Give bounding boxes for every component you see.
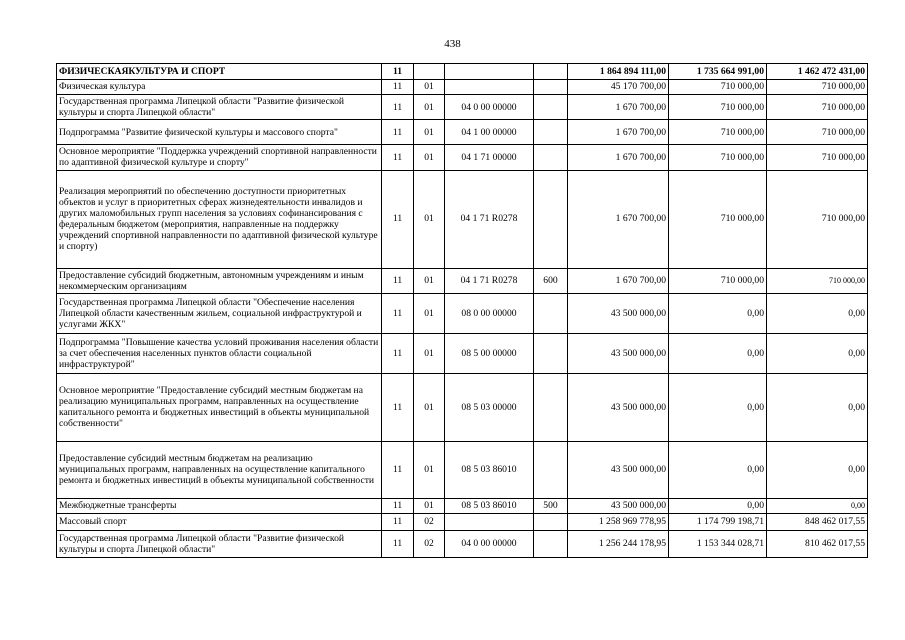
table-row [57,498,868,513]
expense-type-cell [534,293,568,333]
target-article-cell: 04 1 71 R0278 [445,268,534,293]
section-code-cell: 11 [382,498,414,513]
amount-year1-cell: 1 864 894 111,00 [568,64,669,80]
table-row [57,80,868,95]
amount-year3-cell: 0,00 [767,333,868,373]
amount-year2-cell: 0,00 [669,293,767,333]
table-row [57,333,868,373]
subsection-code-cell: 01 [414,293,445,333]
subsection-code-cell: 02 [414,513,445,530]
section-code-cell: 11 [382,513,414,530]
expense-type-cell [534,120,568,145]
section-code-cell: 11 [382,80,414,95]
section-code-cell: 11 [382,333,414,373]
amount-year1-cell: 1 670 700,00 [568,145,669,170]
table-row [57,530,868,557]
target-article-cell: 04 1 00 00000 [445,120,534,145]
subsection-code-cell [414,64,445,80]
target-article-cell: 04 1 71 00000 [445,145,534,170]
subsection-code-cell: 01 [414,268,445,293]
amount-year3-cell: 0,00 [767,498,868,513]
budget-table [56,63,868,558]
amount-year2-cell: 0,00 [669,498,767,513]
table-row [57,513,868,530]
amount-year1-cell: 43 500 000,00 [568,441,669,498]
amount-year3-cell: 710 000,00 [767,170,868,268]
subsection-code-cell: 01 [414,498,445,513]
row-name-cell: Реализация мероприятий по обеспечению доступности приоритетных объектов и услуг в приоритетных сферах жизнедеятельности инвалидов и других маломобильных групп населения за условиях софинансирования с федеральным бюджетом (мероприятия, направленные на поддержку учреждений спортивной направленности по адаптивной физической культуре и спорту) [57,170,382,268]
section-code-cell: 11 [382,293,414,333]
table-row [57,441,868,498]
amount-year3-cell: 0,00 [767,293,868,333]
subsection-code-cell: 01 [414,95,445,120]
subsection-code-cell: 01 [414,145,445,170]
section-code-cell: 11 [382,145,414,170]
subsection-code-cell: 01 [414,80,445,95]
amount-year1-cell: 43 500 000,00 [568,293,669,333]
amount-year3-cell: 848 462 017,55 [767,513,868,530]
amount-year3-cell: 1 462 472 431,00 [767,64,868,80]
table-row [57,64,868,80]
section-code-cell: 11 [382,530,414,557]
expense-type-cell [534,80,568,95]
table-row [57,268,868,293]
table-row [57,95,868,120]
subsection-code-cell: 01 [414,333,445,373]
section-code-cell: 11 [382,120,414,145]
row-name-cell: Предоставление субсидий местным бюджетам на реализацию муниципальных программ, направленных на осуществление капитального ремонта и бюджетных инвестиций в объекты муниципальной собственности [57,441,382,498]
row-name-cell: Подпрограмма "Повышение качества условий проживания населения области за счет обеспечения населенных пунктов области социальной инфраструктурой" [57,333,382,373]
amount-year3-cell: 710 000,00 [767,80,868,95]
expense-type-cell [534,170,568,268]
table-row [57,170,868,268]
amount-year2-cell: 1 735 664 991,00 [669,64,767,80]
amount-year1-cell: 1 670 700,00 [568,120,669,145]
section-code-cell: 11 [382,95,414,120]
amount-year2-cell: 710 000,00 [669,170,767,268]
amount-year3-cell: 0,00 [767,441,868,498]
row-name-cell: Межбюджетные трансферты [57,498,382,513]
amount-year2-cell: 710 000,00 [669,95,767,120]
amount-year1-cell: 1 258 969 778,95 [568,513,669,530]
target-article-cell [445,80,534,95]
expense-type-cell [534,513,568,530]
amount-year3-cell: 710 000,00 [767,95,868,120]
amount-year1-cell: 43 500 000,00 [568,373,669,441]
amount-year2-cell: 710 000,00 [669,120,767,145]
target-article-cell [445,64,534,80]
target-article-cell: 08 5 03 00000 [445,373,534,441]
amount-year3-cell: 810 462 017,55 [767,530,868,557]
amount-year3-cell: 710 000,00 [767,268,868,293]
row-name-cell: Государственная программа Липецкой области "Развитие физической культуры и спорта Липецкой области" [57,95,382,120]
target-article-cell: 04 1 71 R0278 [445,170,534,268]
expense-type-cell: 600 [534,268,568,293]
expense-type-cell [534,145,568,170]
subsection-code-cell: 01 [414,441,445,498]
expense-type-cell [534,64,568,80]
expense-type-cell [534,95,568,120]
target-article-cell: 04 0 00 00000 [445,95,534,120]
row-name-cell: Государственная программа Липецкой области "Развитие физической культуры и спорта Липецкой области" [57,530,382,557]
amount-year3-cell: 0,00 [767,373,868,441]
section-code-cell: 11 [382,373,414,441]
amount-year2-cell: 1 174 799 198,71 [669,513,767,530]
row-name-cell: Основное мероприятие "Предоставление субсидий местным бюджетам на реализацию муниципальных программ, направленных на осуществление капитального ремонта и бюджетных инвестиций в объекты муниципальной собственности" [57,373,382,441]
amount-year1-cell: 1 670 700,00 [568,268,669,293]
table-row [57,293,868,333]
target-article-cell: 08 5 03 86010 [445,441,534,498]
row-name-cell: Основное мероприятие "Поддержка учреждений спортивной направленности по адаптивной физической культуре и спорту" [57,145,382,170]
subsection-code-cell: 02 [414,530,445,557]
row-name-cell: Предоставление субсидий бюджетным, автономным учреждениям и иным некоммерческим организациям [57,268,382,293]
target-article-cell [445,513,534,530]
page-number: 438 [444,38,461,50]
target-article-cell: 08 0 00 00000 [445,293,534,333]
row-name-cell: ФИЗИЧЕСКАЯКУЛЬТУРА И СПОРТ [57,64,382,80]
amount-year2-cell: 0,00 [669,333,767,373]
section-code-cell: 11 [382,441,414,498]
amount-year3-cell: 710 000,00 [767,120,868,145]
amount-year1-cell: 45 170 700,00 [568,80,669,95]
budget-table-body [57,64,868,558]
row-name-cell: Подпрограмма "Развитие физической культуры и массового спорта" [57,120,382,145]
section-code-cell: 11 [382,268,414,293]
target-article-cell: 08 5 03 86010 [445,498,534,513]
amount-year2-cell: 710 000,00 [669,145,767,170]
target-article-cell: 04 0 00 00000 [445,530,534,557]
section-code-cell: 11 [382,64,414,80]
table-row [57,373,868,441]
row-name-cell: Массовый спорт [57,513,382,530]
subsection-code-cell: 01 [414,170,445,268]
amount-year1-cell: 1 670 700,00 [568,170,669,268]
amount-year1-cell: 43 500 000,00 [568,333,669,373]
expense-type-cell [534,333,568,373]
row-name-cell: Физическая культура [57,80,382,95]
expense-type-cell [534,530,568,557]
amount-year2-cell: 710 000,00 [669,80,767,95]
amount-year1-cell: 1 256 244 178,95 [568,530,669,557]
amount-year2-cell: 0,00 [669,441,767,498]
amount-year3-cell: 710 000,00 [767,145,868,170]
amount-year2-cell: 0,00 [669,373,767,441]
amount-year1-cell: 1 670 700,00 [568,95,669,120]
table-row [57,120,868,145]
amount-year1-cell: 43 500 000,00 [568,498,669,513]
row-name-cell: Государственная программа Липецкой области "Обеспечение населения Липецкой области качественным жильем, социальной инфраструктурой и услугами ЖКХ" [57,293,382,333]
expense-type-cell: 500 [534,498,568,513]
section-code-cell: 11 [382,170,414,268]
amount-year2-cell: 1 153 344 028,71 [669,530,767,557]
target-article-cell: 08 5 00 00000 [445,333,534,373]
subsection-code-cell: 01 [414,373,445,441]
amount-year2-cell: 710 000,00 [669,268,767,293]
table-row [57,145,868,170]
expense-type-cell [534,373,568,441]
expense-type-cell [534,441,568,498]
subsection-code-cell: 01 [414,120,445,145]
